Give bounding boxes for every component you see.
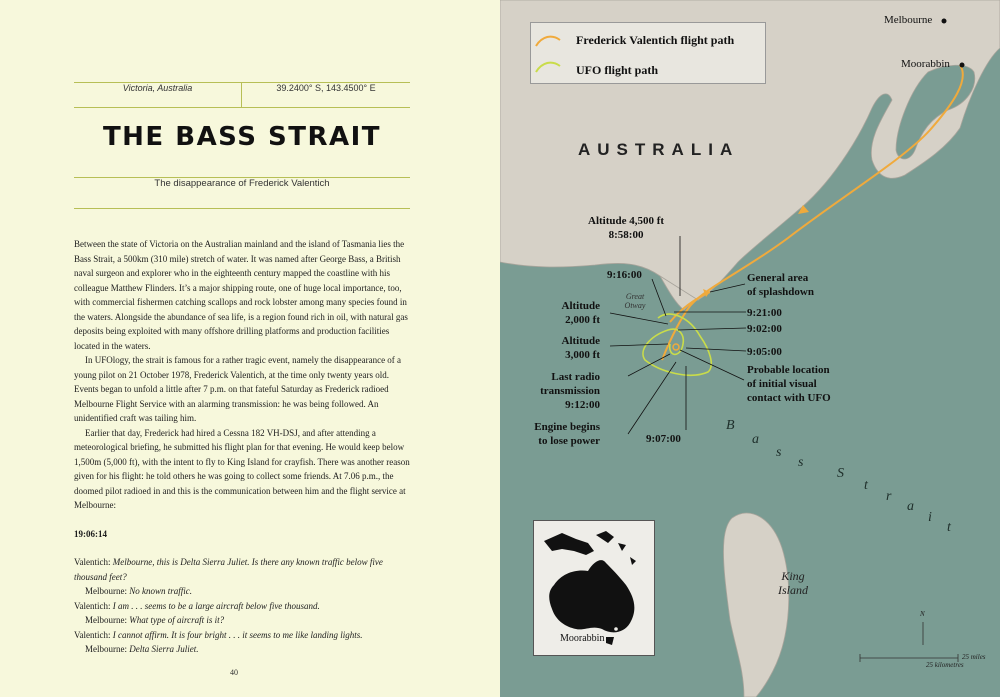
bass-letter: i <box>928 510 932 525</box>
king-island-label <box>778 569 808 597</box>
coordinates-label: 39.2400° S, 143.4500° E <box>276 83 376 93</box>
dialogue-line <box>74 628 410 643</box>
page-title: THE BASS STRAIT <box>102 122 382 152</box>
great-otway-label <box>620 292 650 310</box>
label-line: 2,000 ft <box>565 314 600 326</box>
dialogue-text: Delta Sierra Juliet. <box>129 644 199 654</box>
map-legend <box>530 22 766 84</box>
label-probable-contact <box>747 363 831 405</box>
dialogue-line <box>74 584 410 599</box>
speaker: Melbourne: <box>85 615 127 625</box>
label-line: contact with UFO <box>747 392 831 404</box>
king-island <box>723 513 788 697</box>
label-splashdown <box>747 271 814 299</box>
moorabbin-label: Moorabbin <box>901 58 950 70</box>
great-otway-line-1: Great <box>625 292 645 301</box>
north-label: N <box>920 610 925 618</box>
label-engine-power <box>510 420 600 448</box>
bass-letter: s <box>776 445 782 460</box>
speaker: Valentich: <box>74 557 111 567</box>
speaker: Valentich: <box>74 600 111 611</box>
label-905: 9:05:00 <box>747 346 782 358</box>
australia-shape <box>549 560 634 632</box>
dialogue-line <box>74 642 410 657</box>
dialogue-line <box>74 555 410 584</box>
label-line: 8:58:00 <box>608 229 644 241</box>
bass-letter: t <box>864 478 868 493</box>
great-otway-line-2: Otway <box>624 301 646 310</box>
label-line: General area <box>747 272 809 284</box>
article-body <box>74 237 410 657</box>
inset-moorabbin-label: Moorabbin <box>560 633 605 644</box>
label-line: of initial visual <box>747 378 817 390</box>
label-line: 9:12:00 <box>565 399 600 411</box>
bass-letter: r <box>886 489 892 504</box>
legend-valentich-label: Frederick Valentich flight path <box>576 33 735 47</box>
label-line: Altitude <box>561 335 600 347</box>
label-line: King <box>781 569 805 583</box>
speaker: Melbourne: <box>85 644 127 654</box>
melbourne-dot <box>942 19 947 24</box>
bass-letter: t <box>947 520 951 535</box>
label-line: to lose power <box>538 435 600 447</box>
moorabbin-dot <box>960 63 965 68</box>
speaker: Melbourne: <box>85 586 127 596</box>
bass-letter: a <box>752 432 759 447</box>
label-altitude-4500 <box>588 214 664 242</box>
ufo-contact-point <box>673 344 679 350</box>
dialogue-line <box>74 613 410 628</box>
scale-miles-label: 25 miles <box>962 653 986 661</box>
label-altitude-2000 <box>540 299 600 327</box>
speaker: Valentich: <box>74 629 111 640</box>
label-916: 9:16:00 <box>607 269 642 281</box>
label-line: Probable location <box>747 364 830 376</box>
label-902: 9:02:00 <box>747 323 782 335</box>
label-line: Engine begins <box>534 421 600 433</box>
label-line: Last radio <box>551 371 600 383</box>
new-guinea-shape <box>544 533 594 555</box>
label-line: Altitude <box>561 300 600 312</box>
bass-letter: a <box>907 499 914 514</box>
subtitle: The disappearance of Frederick Valentich <box>154 178 330 189</box>
melbourne-label: Melbourne <box>884 14 933 26</box>
dialogue-text: I cannot affirm. It is four bright . . . it seems to me like landing lights. <box>112 629 363 640</box>
dialogue-text: What type of aircraft is it? <box>129 615 225 625</box>
timestamp: 19:06:14 <box>74 528 107 539</box>
label-line: of splashdown <box>747 286 814 298</box>
label-altitude-3000 <box>540 334 600 362</box>
dialogue-text: Melbourne, this is Delta Sierra Juliet. Is there any known traffic below five thousand feet? <box>74 557 383 582</box>
inset-moorabbin-dot <box>614 627 618 631</box>
paragraph: In UFOlogy, the strait is famous for a rather tragic event, namely the disappearance of a young pilot on 21 October 1978, Frederick Valentich, at the time only twenty years old. Events began to unfold a little after 7 p.m. on that fateful Saturday as Frederick radioed Melbourne Flight Service with an alarming transmission: he was being followed. An unidentified craft was tailing him. <box>74 355 402 423</box>
legend-ufo-label: UFO flight path <box>576 63 659 77</box>
label-921: 9:21:00 <box>747 307 782 319</box>
bass-letter: S <box>837 466 844 481</box>
paragraph: Between the state of Victoria on the Australian mainland and the island of Tasmania lies the Bass Strait, a 500km (310 mile) stretch of water. It was named after George Bass, a British naval surgeon and explorer who in the eighteenth century mapped the coastline with his colleague Matthew Flinders. It’s a major shipping route, one of huge local importance, too, with commercial fishermen catching scallops and rock lobster among many species found in the waters. Alongside the abundance of sea life, is a region found rich in oil, with natural gas deposits being exploited with many offshore drilling platforms and production facilities located in the waters. <box>74 239 408 351</box>
header-bar <box>74 82 410 108</box>
label-line: Altitude 4,500 ft <box>588 215 665 227</box>
paragraph: Earlier that day, Frederick had hired a Cessna 182 VH-DSJ, and after attending a meteorological briefing, he submitted his flight plan for that evening. He would keep below 1,500m (5,000 ft), with the intent to fly to King Island for crayfish. There was another reason given for his flight: he told others he was going to collect some friends. At 7.06 p.m., the doomed pilot radioed in and this is the communication between him and the flight service at Melbourne: <box>74 427 410 510</box>
bass-letter: s <box>798 455 804 470</box>
label-last-radio <box>510 370 600 412</box>
label-907: 9:07:00 <box>646 433 681 445</box>
label-line: 3,000 ft <box>565 349 600 361</box>
dialogue-text: No known traffic. <box>129 586 192 596</box>
map-page <box>500 0 1000 697</box>
scale-km-label: 25 kilometres <box>926 661 964 669</box>
australia-label: AUSTRALIA <box>578 140 740 159</box>
location-label: Victoria, Australia <box>122 83 193 93</box>
dialogue-line <box>74 599 410 614</box>
label-line: transmission <box>540 385 600 397</box>
tasmania-shape <box>606 637 614 645</box>
dialogue-text: I am . . . seems to be a large aircraft below five thousand. <box>112 600 320 611</box>
bass-letter: B <box>726 418 735 433</box>
islands-shape <box>596 531 636 565</box>
label-line: Island <box>778 583 808 597</box>
page-number: 40 <box>230 668 238 677</box>
subtitle-bar <box>74 177 410 209</box>
inset-map <box>533 520 655 656</box>
